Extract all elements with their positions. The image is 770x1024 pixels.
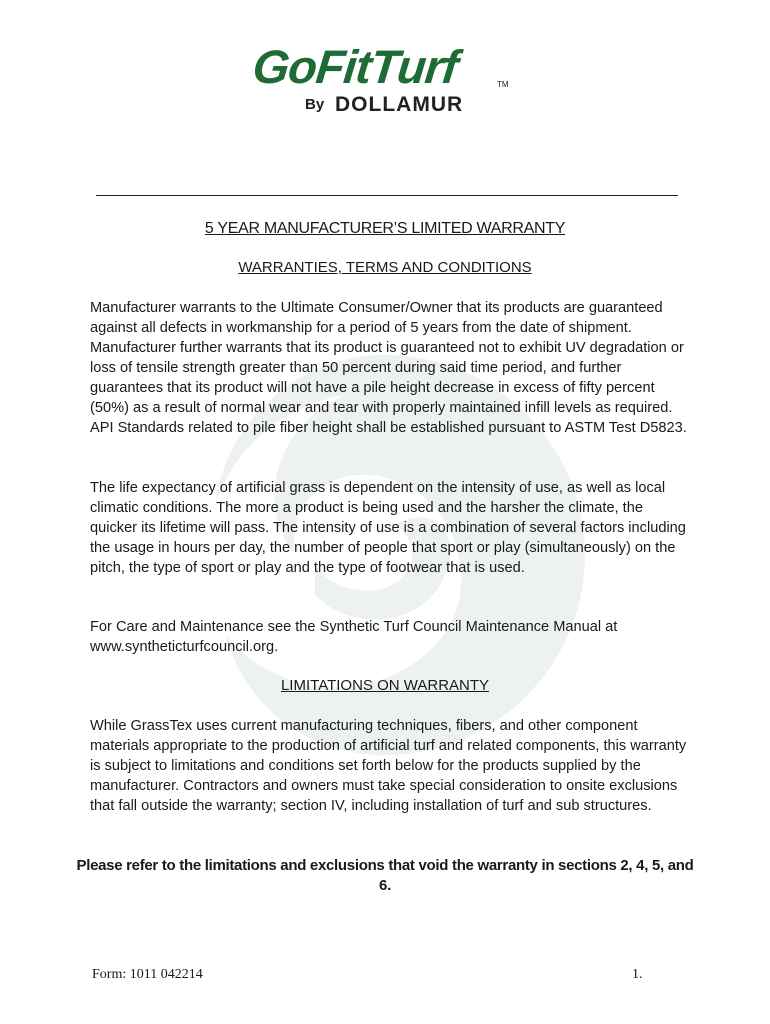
gofitturf-logo <box>245 38 525 124</box>
notice-exclusions: Please refer to the limitations and exclusions that void the warranty in sections 2, 4, 5, and 6. <box>76 857 694 894</box>
paragraph-care-maintenance: For Care and Maintenance see the Synthetic Turf Council Maintenance Manual at www.syntheticturfcouncil.org. <box>90 619 618 655</box>
logo-brand-text: DOLLAMUR <box>335 93 464 116</box>
logo-wordmark: GoFitTurf <box>250 40 461 93</box>
footer-form-number: Form: 1011 042214 <box>92 967 203 982</box>
paragraph-limitations: While GrassTex uses current manufacturing techniques, fibers, and other component materials appropriate to the production of artificial turf and related components, this warranty is subject to limitations and conditions set forth below for the products supplied by the manufacturer. Contractors and owners must take special consideration to onsite exclusions that fall outside the warranty; section IV, including installation of turf and sub structures. <box>90 718 687 814</box>
footer-page-number: 1. <box>632 967 643 982</box>
section-heading-warranties: WARRANTIES, TERMS AND CONDITIONS <box>238 259 532 276</box>
logo-by-text: By <box>305 96 325 113</box>
paragraph-life-expectancy: The life expectancy of artificial grass is dependent on the intensity of use, as well as local climatic conditions. The more a product is being used and the harsher the climate, the quicker its lifetime will pass. The intensity of use is a combination of several factors including the usage in hours per day, the number of people that sport or play (simultaneously) on the pitch, the type of sport or play and the type of footwear that is used. <box>90 480 686 576</box>
paragraph-warranty-terms: Manufacturer warrants to the Ultimate Consumer/Owner that its products are guaranteed against all defects in workmanship for a period of 5 years from the date of shipment. Manufacturer further warrants that its product is guaranteed not to exhibit UV degradation or loss of tensile strength greater than 50 percent during said time period, and further guarantees that its product will not have a pile height decrease in excess of fifty percent (50%) as a result of normal wear and tear with properly maintained infill levels as required. API Standards related to pile fiber height shall be established pursuant to ASTM Test D5823. <box>90 300 687 436</box>
header-divider <box>96 195 678 196</box>
document-title: 5 YEAR MANUFACTURER’S LIMITED WARRANTY <box>204 220 566 237</box>
section-heading-limitations: LIMITATIONS ON WARRANTY <box>280 677 490 694</box>
logo-trademark: TM <box>497 80 509 89</box>
